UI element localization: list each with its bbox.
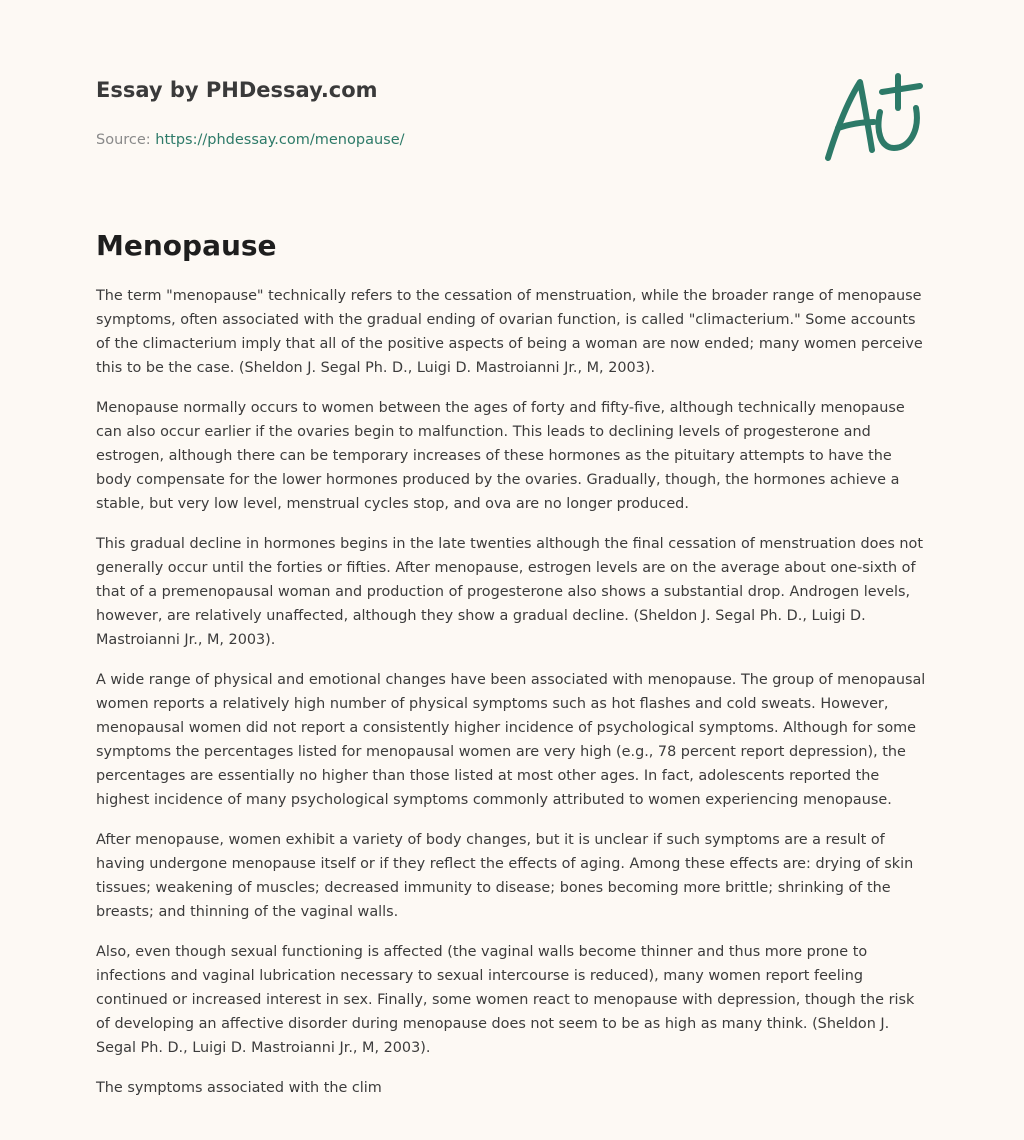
paragraph: A wide range of physical and emotional changes have been associated with menopause. The group of menopausal women reports a relatively high number of physical symptoms such as hot flashes and cold sweats. However, menopausal women did not report a consistently higher incidence of psychological symptoms. Although for some symptoms the percentages listed for menopausal women are very high (e.g., 78 percent report depression), the percentages are essentially no higher than those listed at most other ages. In fact, adolescents reported the highest incidence of many psychological symptoms commonly attributed to women experiencing menopause.	[96, 672, 926, 808]
paragraph: Menopause normally occurs to women between the ages of forty and fifty-five, although technically menopause can also occur earlier if the ovaries begin to malfunction. This leads to declining levels of progesterone and estrogen, although there can be temporary increases of these hormones as the pituitary attempts to have the body compensate for the lower hormones produced by the ovaries. Gradually, though, the hormones achieve a stable, but very low level, menstrual cycles stop, and ova are no longer produced.	[96, 400, 905, 512]
paragraph: The term "menopause" technically refers to the cessation of menstruation, while the broader range of menopause symptoms, often associated with the gradual ending of ovarian function, is called "climacterium." Some accounts of the climacterium imply that all of the positive aspects of being a woman are now ended; many women perceive this to be the case. (Sheldon J. Segal Ph. D., Luigi D. Mastroianni Jr., M, 2003).	[96, 288, 923, 376]
essay-title: Menopause	[96, 229, 277, 262]
logo-swoosh	[879, 108, 917, 148]
paragraph: After menopause, women exhibit a variety of body changes, but it is unclear if such symptoms are a result of having undergone menopause itself or if they reflect the effects of aging. Among these effects are: drying of skin tissues; weakening of muscles; decreased immunity to disease; bones becoming more brittle; shrinking of the breasts; and thinning of the vaginal walls.	[96, 832, 914, 920]
source-label: Source:	[96, 132, 151, 148]
page-header	[96, 74, 796, 150]
essay-body	[96, 284, 930, 1116]
paragraph: The symptoms associated with the clim	[96, 1080, 382, 1096]
paragraph: This gradual decline in hormones begins in the late twenties although the final cessation of menstruation does not generally occur until the forties or fifties. After menopause, estrogen levels are on the average about one-sixth of that of a premenopausal woman and production of progesterone also shows a substantial drop. Androgen levels, however, are relatively unaffected, although they show a gradual decline. (Sheldon J. Segal Ph. D., Luigi D. Mastroianni Jr., M, 2003).	[96, 536, 923, 648]
source-line	[96, 130, 796, 150]
site-brand: Essay by PHDessay.com	[96, 78, 378, 102]
a-plus-grade-icon	[822, 68, 926, 164]
logo-plus-horizontal	[882, 86, 920, 92]
source-link[interactable]: https://phdessay.com/menopause/	[155, 132, 405, 148]
paragraph: Also, even though sexual functioning is affected (the vaginal walls become thinner and thus more prone to infections and vaginal lubrication necessary to sexual intercourse is reduced), many women report feeling continued or increased interest in sex. Finally, some women react to menopause with depression, though the risk of developing an affective disorder during menopause does not seem to be as high as many think. (Sheldon J. Segal Ph. D., Luigi D. Mastroianni Jr., M, 2003).	[96, 944, 915, 1056]
